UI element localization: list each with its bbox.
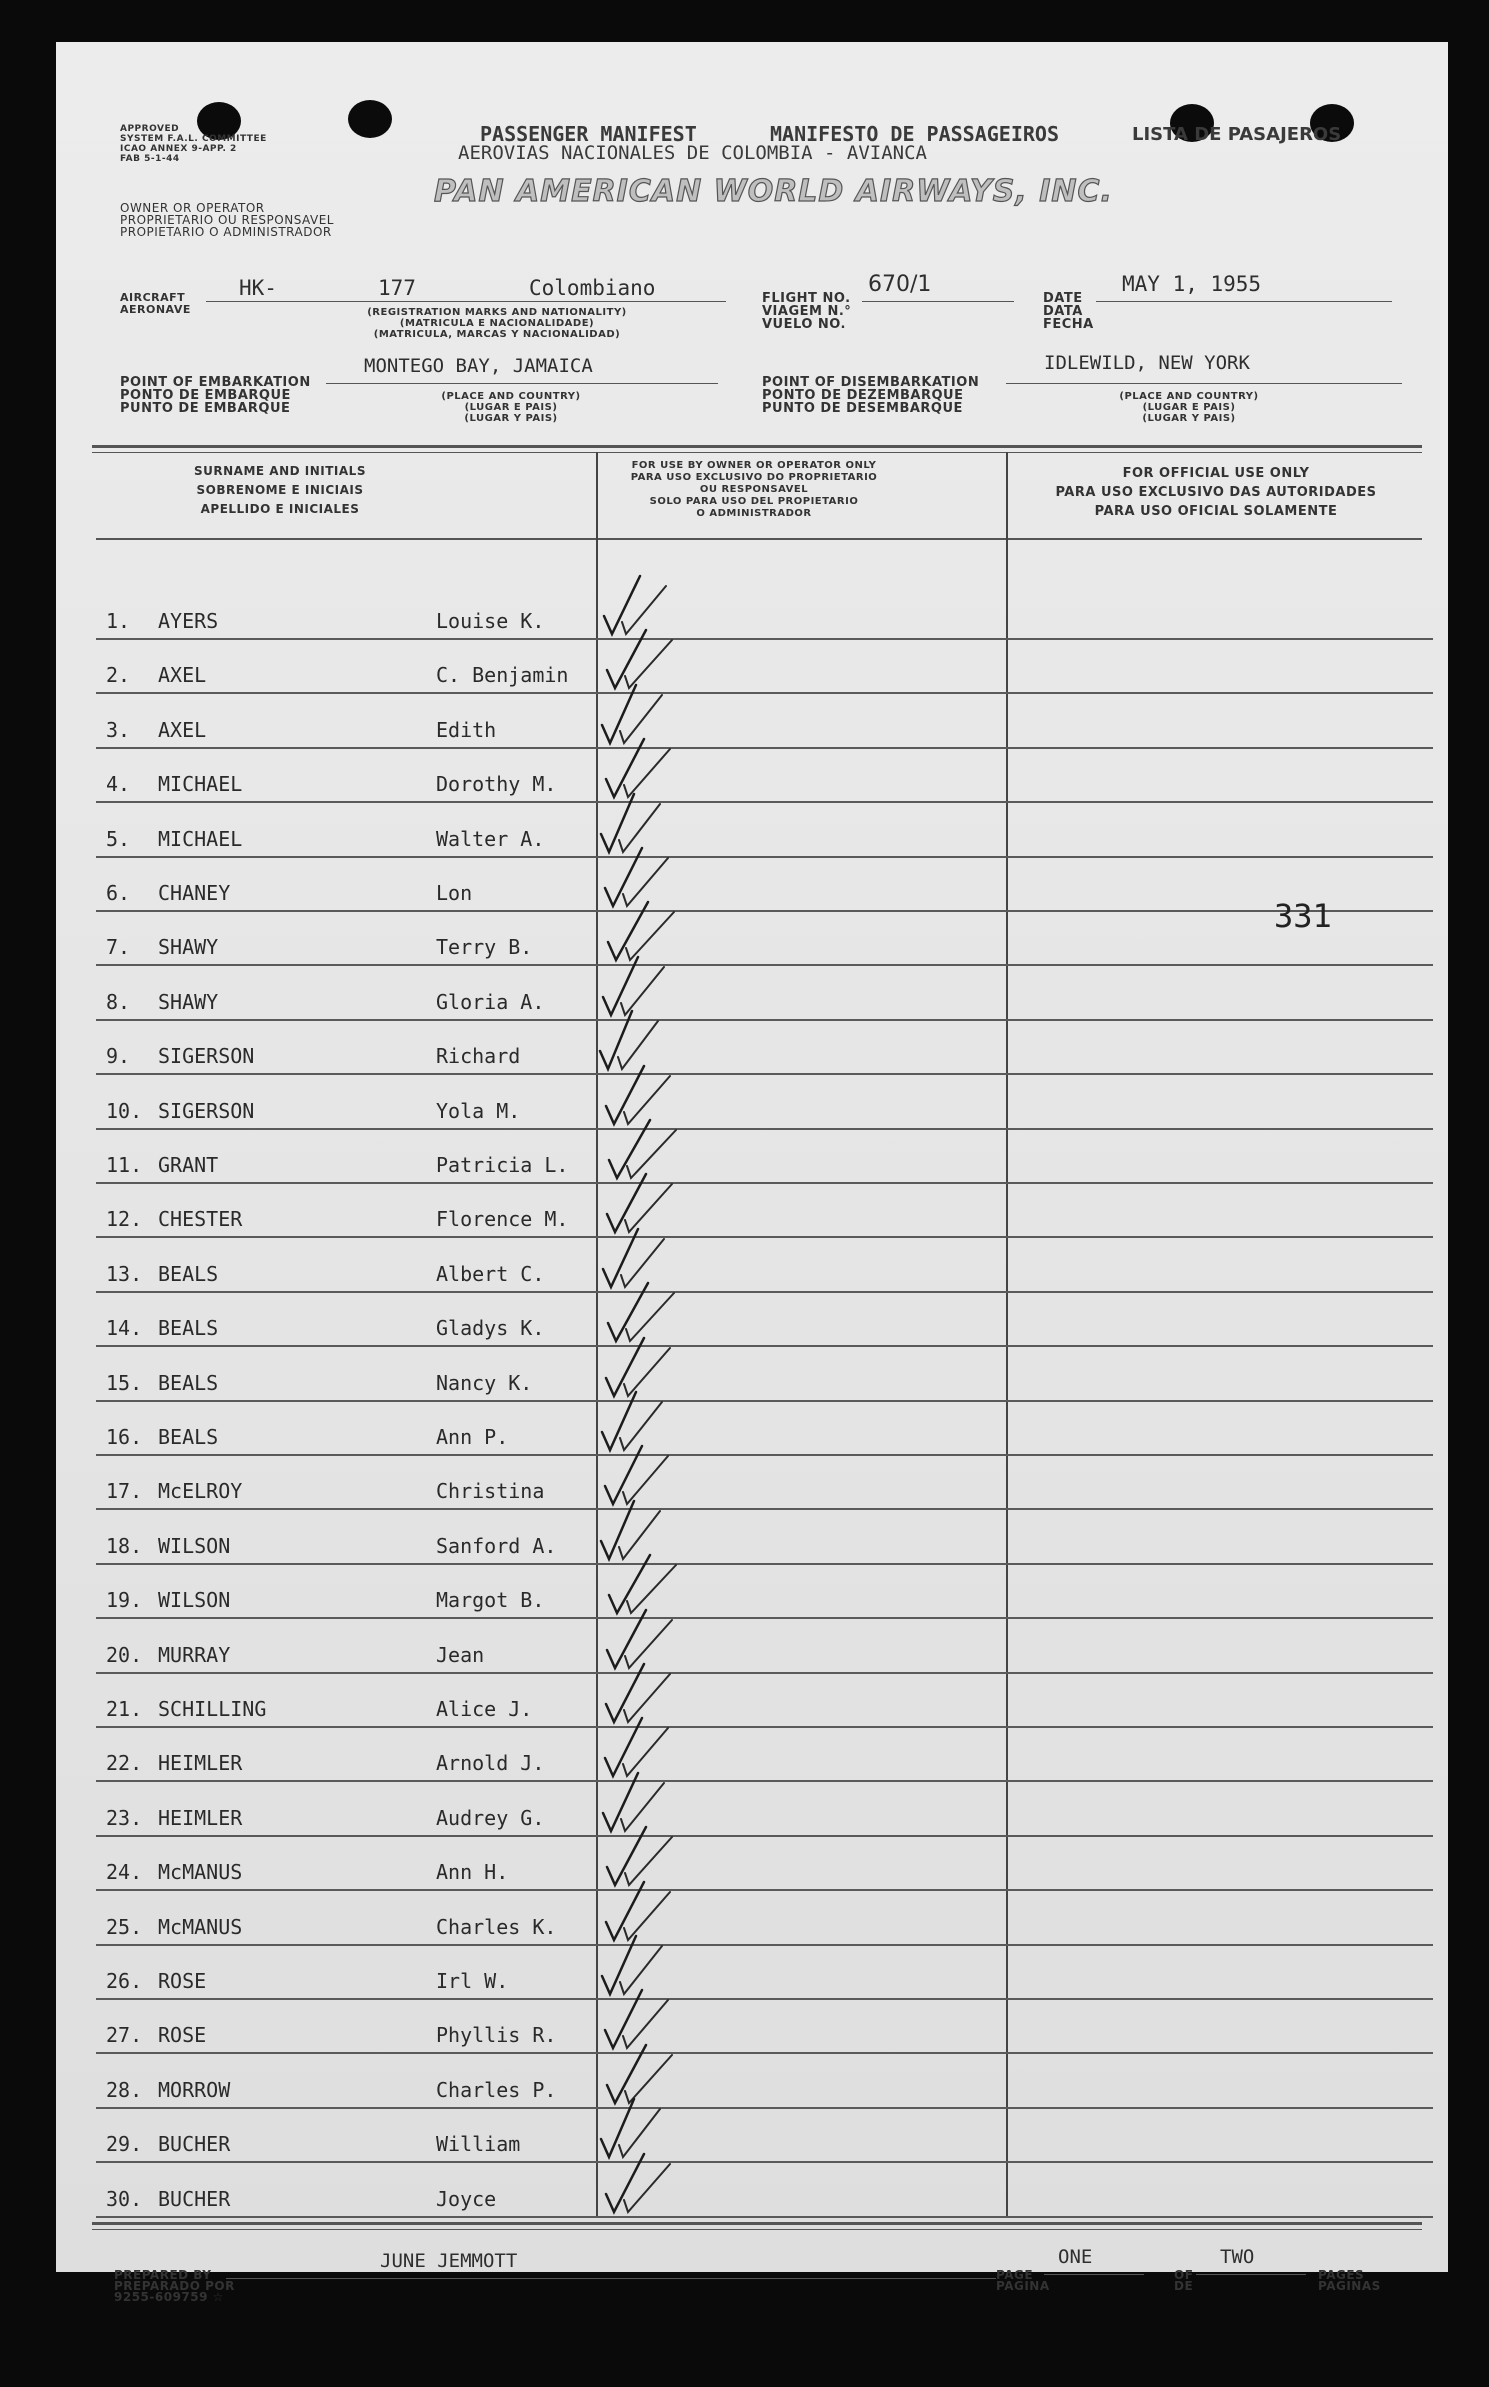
table-row xyxy=(96,1565,1433,1619)
place-label-en: (PLACE AND COUNTRY) xyxy=(1119,391,1259,402)
table-row xyxy=(96,2055,1433,2109)
owner-label-pt: PROPRIETARIO OU RESPONSAVEL xyxy=(120,213,334,227)
passenger-surname: SHAWY xyxy=(158,935,219,959)
prepared-label-es: PREPARADO POR xyxy=(114,2279,235,2293)
of-label-es: DE xyxy=(1174,2279,1194,2293)
passenger-given-name: Gloria A. xyxy=(436,990,545,1014)
approval-block xyxy=(120,124,267,164)
prepared-underline xyxy=(226,2278,996,2279)
table-row xyxy=(96,1837,1433,1891)
passenger-surname: BEALS xyxy=(158,1262,219,1286)
column-header-official xyxy=(1026,464,1406,521)
table-bottom-rule xyxy=(92,2222,1422,2225)
passenger-given-name: Terry B. xyxy=(436,935,533,959)
passenger-given-name: Edith xyxy=(436,718,497,742)
passenger-number: 12. xyxy=(106,1207,143,1231)
registration-label-pt: (MATRICULA E NACIONALIDADE) xyxy=(399,318,595,329)
passenger-number: 13. xyxy=(106,1262,143,1286)
passenger-surname: HEIMLER xyxy=(158,1751,243,1775)
passenger-surname: AXEL xyxy=(158,663,207,687)
passenger-given-name: William xyxy=(436,2132,521,2156)
of-label-en: OF xyxy=(1174,2268,1194,2282)
embark-underline xyxy=(326,383,718,384)
official-number: 331 xyxy=(1274,897,1332,935)
passenger-surname: BEALS xyxy=(158,1371,219,1395)
pages-label xyxy=(1318,2270,1381,2292)
prepared-label-en: PREPARED BY xyxy=(114,2268,212,2282)
row-rule xyxy=(96,1780,1433,1782)
passenger-number: 5. xyxy=(106,827,131,851)
table-row xyxy=(96,2164,1433,2218)
date-label-en: DATE xyxy=(1043,291,1083,306)
passenger-given-name: Lon xyxy=(436,881,473,905)
table-top-rule-2 xyxy=(92,452,1422,453)
row-rule xyxy=(96,801,1433,803)
passenger-number: 1. xyxy=(106,609,131,633)
passenger-number: 24. xyxy=(106,1860,143,1884)
owner-label-en: OWNER OR OPERATOR xyxy=(120,201,265,215)
disembark-label-en: POINT OF DISEMBARKATION xyxy=(762,375,980,390)
table-row xyxy=(96,1728,1433,1782)
title-es: LISTA DE PASAJEROS xyxy=(1132,124,1342,145)
place-label-es: (LUGAR Y PAIS) xyxy=(464,413,558,424)
disembark-place: IDLEWILD, NEW YORK xyxy=(1044,352,1250,374)
table-row xyxy=(96,1946,1433,2000)
column-header-names xyxy=(130,462,430,519)
passenger-given-name: Richard xyxy=(436,1044,521,1068)
place-label-es: (LUGAR Y PAIS) xyxy=(1142,413,1236,424)
table-row xyxy=(96,912,1433,966)
approval-line: FAB 5-1-44 xyxy=(120,154,180,164)
prepared-by-label xyxy=(114,2270,235,2303)
passenger-given-name: Christina xyxy=(436,1479,545,1503)
passenger-surname: WILSON xyxy=(158,1588,231,1612)
passenger-given-name: Arnold J. xyxy=(436,1751,545,1775)
row-rule xyxy=(96,1073,1433,1075)
passenger-given-name: C. Benjamin xyxy=(436,663,569,687)
owner-label xyxy=(120,202,334,238)
passenger-number: 14. xyxy=(106,1316,143,1340)
passenger-surname: McMANUS xyxy=(158,1915,243,1939)
column-names-pt: SOBRENOME E INICIAIS xyxy=(196,483,364,497)
passenger-given-name: Jean xyxy=(436,1643,485,1667)
page-label xyxy=(996,2270,1050,2292)
passenger-surname: CHANEY xyxy=(158,881,231,905)
flight-label-en: FLIGHT NO. xyxy=(762,291,851,306)
passenger-number: 4. xyxy=(106,772,131,796)
date-underline xyxy=(1096,301,1392,302)
passenger-number: 6. xyxy=(106,881,131,905)
passenger-number: 30. xyxy=(106,2187,143,2211)
table-row xyxy=(96,1456,1433,1510)
approval-line: SYSTEM F.A.L. COMMITTEE xyxy=(120,134,267,144)
passenger-number: 20. xyxy=(106,1643,143,1667)
approval-line: APPROVED xyxy=(120,124,180,134)
passenger-number: 21. xyxy=(106,1697,143,1721)
passenger-number: 17. xyxy=(106,1479,143,1503)
row-rule xyxy=(96,1617,1433,1619)
embark-label-es: PUNTO DE EMBARQUE xyxy=(120,401,291,416)
column-official-en: FOR OFFICIAL USE ONLY xyxy=(1122,466,1310,481)
date-label-es: FECHA xyxy=(1043,317,1094,332)
disembark-underline xyxy=(1006,383,1402,384)
page-label-en: PAGE xyxy=(996,2268,1034,2282)
column-owner-line: PARA USO EXCLUSIVO DO PROPRIETARIO xyxy=(630,472,878,483)
flight-label-pt: VIAGEM N.° xyxy=(762,304,852,319)
table-row xyxy=(96,804,1433,858)
table-row xyxy=(96,1892,1433,1946)
passenger-given-name: Phyllis R. xyxy=(436,2023,557,2047)
passenger-number: 19. xyxy=(106,1588,143,1612)
date-label xyxy=(1043,292,1094,331)
table-row xyxy=(96,1184,1433,1238)
table-row xyxy=(96,2109,1433,2163)
passenger-surname: WILSON xyxy=(158,1534,231,1558)
place-label-pt: (LUGAR E PAIS) xyxy=(464,402,558,413)
passenger-number: 29. xyxy=(106,2132,143,2156)
row-rule xyxy=(96,964,1433,966)
passenger-number: 25. xyxy=(106,1915,143,1939)
table-top-rule xyxy=(92,445,1422,448)
embark-place-label xyxy=(416,391,606,424)
passenger-given-name: Yola M. xyxy=(436,1099,521,1123)
flight-underline xyxy=(862,301,1014,302)
passenger-surname: MICHAEL xyxy=(158,772,243,796)
passenger-surname: MORROW xyxy=(158,2078,231,2102)
passenger-surname: MICHAEL xyxy=(158,827,243,851)
table-row xyxy=(96,967,1433,1021)
disembark-place-label xyxy=(1094,391,1284,424)
passenger-number: 10. xyxy=(106,1099,143,1123)
registration-label-en: (REGISTRATION MARKS AND NATIONALITY) xyxy=(367,307,627,318)
table-row xyxy=(96,858,1433,912)
passenger-given-name: Audrey G. xyxy=(436,1806,545,1830)
passenger-surname: ROSE xyxy=(158,1969,207,1993)
passenger-surname: BEALS xyxy=(158,1425,219,1449)
table-row xyxy=(96,1674,1433,1728)
registration-label xyxy=(322,307,672,340)
header-rule xyxy=(96,538,1422,540)
column-official-es: PARA USO OFICIAL SOLAMENTE xyxy=(1094,504,1338,519)
passenger-surname: HEIMLER xyxy=(158,1806,243,1830)
table-row xyxy=(96,1239,1433,1293)
passenger-surname: McELROY xyxy=(158,1479,243,1503)
passenger-surname: SHAWY xyxy=(158,990,219,1014)
table-row xyxy=(96,1348,1433,1402)
punch-hole xyxy=(348,100,392,138)
passenger-given-name: Gladys K. xyxy=(436,1316,545,1340)
title-en: PASSENGER MANIFEST xyxy=(480,122,697,146)
flight-label xyxy=(762,292,851,331)
passenger-number: 8. xyxy=(106,990,131,1014)
row-rule xyxy=(96,2161,1433,2163)
passenger-number: 2. xyxy=(106,663,131,687)
row-rule xyxy=(96,1508,1433,1510)
date-label-pt: DATA xyxy=(1043,304,1083,319)
passenger-given-name: Nancy K. xyxy=(436,1371,533,1395)
passenger-number: 26. xyxy=(106,1969,143,1993)
flight-date: MAY 1, 1955 xyxy=(1122,272,1262,296)
disembark-label xyxy=(762,376,979,415)
passenger-surname: SIGERSON xyxy=(158,1099,255,1123)
column-names-es: APELLIDO E INICIALES xyxy=(200,502,360,516)
embark-label-pt: PONTO DE EMBARQUE xyxy=(120,388,291,403)
place-label-en: (PLACE AND COUNTRY) xyxy=(441,391,581,402)
passenger-number: 16. xyxy=(106,1425,143,1449)
flight-label-es: VUELO NO. xyxy=(762,317,846,332)
table-row xyxy=(96,1076,1433,1130)
page-number: ONE xyxy=(1058,2246,1093,2268)
total-underline xyxy=(1196,2274,1306,2275)
passenger-given-name: Patricia L. xyxy=(436,1153,569,1177)
column-names-en: SURNAME AND INITIALS xyxy=(194,464,366,478)
table-row xyxy=(96,2000,1433,2054)
passenger-surname: SCHILLING xyxy=(158,1697,267,1721)
passenger-given-name: Dorothy M. xyxy=(436,772,557,796)
table-row xyxy=(96,1130,1433,1184)
company-name: PAN AMERICAN WORLD AIRWAYS, INC. xyxy=(434,174,1113,209)
aircraft-prefix: HK- xyxy=(239,276,277,300)
embark-label xyxy=(120,376,311,415)
passenger-given-name: Joyce xyxy=(436,2187,497,2211)
passenger-surname: BUCHER xyxy=(158,2132,231,2156)
passenger-number: 9. xyxy=(106,1044,131,1068)
pages-label-es: PAGINAS xyxy=(1318,2279,1381,2293)
row-rule xyxy=(96,2052,1433,2054)
passenger-surname: AYERS xyxy=(158,609,219,633)
check-mark-icon xyxy=(596,2146,696,2218)
table-row xyxy=(96,1021,1433,1075)
page-underline xyxy=(1044,2274,1144,2275)
aircraft-label-pt: AERONAVE xyxy=(120,303,191,316)
passenger-surname: ROSE xyxy=(158,2023,207,2047)
table-row xyxy=(96,1620,1433,1674)
passenger-number: 18. xyxy=(106,1534,143,1558)
row-rule xyxy=(96,1236,1433,1238)
passenger-number: 23. xyxy=(106,1806,143,1830)
place-label-pt: (LUGAR E PAIS) xyxy=(1142,402,1236,413)
aircraft-underline xyxy=(206,301,726,302)
passenger-given-name: Charles P. xyxy=(436,2078,557,2102)
table-row xyxy=(96,749,1433,803)
table-row xyxy=(96,1783,1433,1837)
passenger-number: 27. xyxy=(106,2023,143,2047)
disembark-label-es: PUNTO DE DESEMBARQUE xyxy=(762,401,963,416)
passenger-given-name: Ann H. xyxy=(436,1860,509,1884)
passenger-given-name: Walter A. xyxy=(436,827,545,851)
passenger-surname: BEALS xyxy=(158,1316,219,1340)
table-row xyxy=(96,640,1433,694)
passenger-surname: SIGERSON xyxy=(158,1044,255,1068)
table-row xyxy=(96,586,1433,640)
aircraft-label-en: AIRCRAFT xyxy=(120,291,186,304)
row-rule xyxy=(96,692,1433,694)
passenger-surname: CHESTER xyxy=(158,1207,243,1231)
registration-label-es: (MATRICULA, MARCAS Y NACIONALIDAD) xyxy=(373,329,621,340)
passenger-number: 3. xyxy=(106,718,131,742)
passenger-given-name: Albert C. xyxy=(436,1262,545,1286)
table-row xyxy=(96,1511,1433,1565)
passenger-surname: McMANUS xyxy=(158,1860,243,1884)
pages-label-en: PAGES xyxy=(1318,2268,1365,2282)
aircraft-nationality: Colombiano xyxy=(529,276,656,300)
column-official-pt: PARA USO EXCLUSIVO DAS AUTORIDADES xyxy=(1055,485,1377,500)
disembark-label-pt: PONTO DE DEZEMBARQUE xyxy=(762,388,964,403)
column-owner-line: SOLO PARA USO DEL PROPIETARIO xyxy=(649,496,859,507)
row-rule xyxy=(96,1889,1433,1891)
table-row xyxy=(96,695,1433,749)
passenger-given-name: Louise K. xyxy=(436,609,545,633)
row-rule xyxy=(96,2216,1433,2218)
passenger-surname: BUCHER xyxy=(158,2187,231,2211)
airline-typed: AEROVIAS NACIONALES DE COLOMBIA - AVIANCA xyxy=(458,142,927,164)
form-number: 9255-609759 ☆ xyxy=(114,2290,224,2304)
passenger-given-name: Alice J. xyxy=(436,1697,533,1721)
of-label xyxy=(1174,2270,1193,2292)
column-owner-line: O ADMINISTRADOR xyxy=(696,508,812,519)
table-bottom-rule-2 xyxy=(92,2229,1422,2230)
column-owner-line: OU RESPONSAVEL xyxy=(699,484,809,495)
passenger-number: 7. xyxy=(106,935,131,959)
row-rule xyxy=(96,1345,1433,1347)
passenger-number: 15. xyxy=(106,1371,143,1395)
passenger-given-name: Sanford A. xyxy=(436,1534,557,1558)
page-label-es: PAGINA xyxy=(996,2279,1050,2293)
passenger-given-name: Margot B. xyxy=(436,1588,545,1612)
owner-label-es: PROPIETARIO O ADMINISTRADOR xyxy=(120,225,332,239)
embark-place: MONTEGO BAY, JAMAICA xyxy=(364,355,593,377)
column-header-owner xyxy=(594,460,914,520)
column-owner-line: FOR USE BY OWNER OR OPERATOR ONLY xyxy=(631,460,877,471)
flight-number: 670/1 xyxy=(868,272,932,297)
passenger-surname: AXEL xyxy=(158,718,207,742)
passenger-given-name: Ann P. xyxy=(436,1425,509,1449)
embark-label-en: POINT OF EMBARKATION xyxy=(120,375,311,390)
prepared-by: JUNE JEMMOTT xyxy=(380,2250,518,2272)
passenger-given-name: Florence M. xyxy=(436,1207,569,1231)
passenger-surname: MURRAY xyxy=(158,1643,231,1667)
passenger-surname: GRANT xyxy=(158,1153,219,1177)
title-pt: MANIFESTO DE PASSAGEIROS xyxy=(770,122,1059,146)
approval-line: ICAO ANNEX 9-APP. 2 xyxy=(120,144,237,154)
passenger-number: 11. xyxy=(106,1153,143,1177)
manifest-sheet xyxy=(56,42,1448,2304)
passenger-given-name: Charles K. xyxy=(436,1915,557,1939)
passenger-number: 28. xyxy=(106,2078,143,2102)
passenger-given-name: Irl W. xyxy=(436,1969,509,1993)
aircraft-number: 177 xyxy=(378,276,416,300)
total-pages: TWO xyxy=(1220,2246,1255,2268)
table-row xyxy=(96,1402,1433,1456)
table-row xyxy=(96,1293,1433,1347)
aircraft-label xyxy=(120,292,191,316)
passenger-number: 22. xyxy=(106,1751,143,1775)
